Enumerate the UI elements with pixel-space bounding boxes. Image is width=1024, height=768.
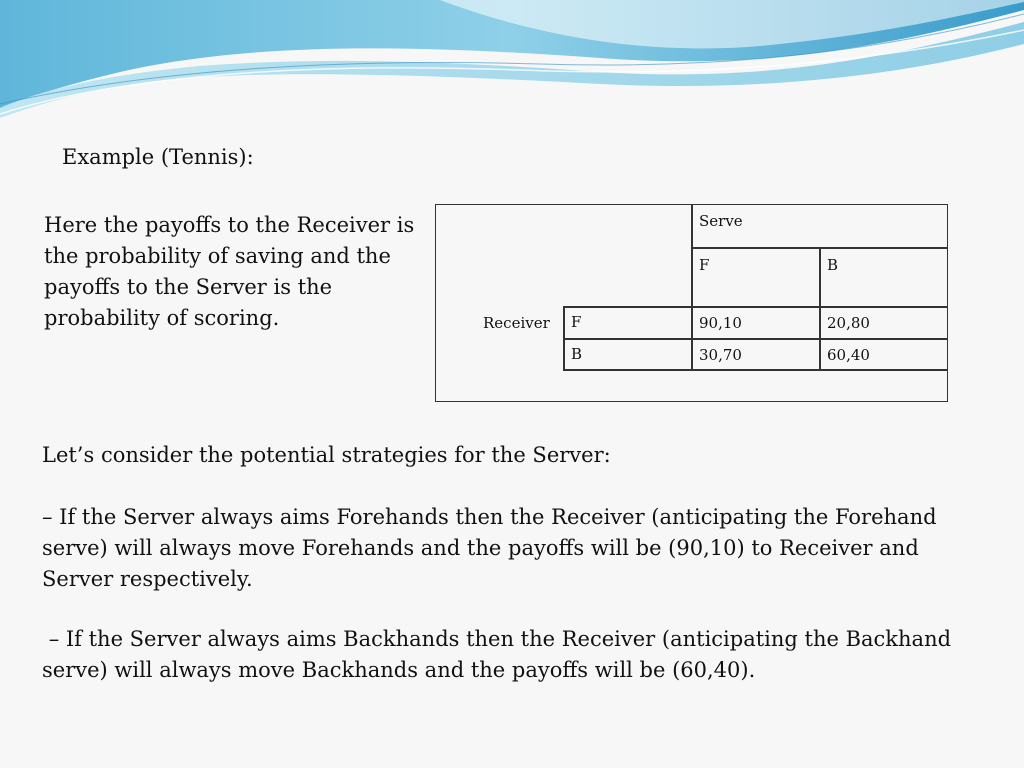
header-wave-decoration [0,0,1024,120]
payoff-bf: 30,70 [699,346,742,364]
column-player-label: Serve [699,212,743,230]
slide-title: Example (Tennis): [62,145,254,169]
payoff-ff: 90,10 [699,314,742,332]
payoff-fb: 20,80 [827,314,870,332]
matrix-rule-left [563,306,565,370]
strategy-bullet-forehand: – If the Server always aims Forehands then the Receiver (anticipating the Forehand serve) will always move Forehands and the payoffs will be (90,10) to Receiver and Server respectively. [42,505,937,591]
matrix-rule-column [819,247,821,370]
matrix-rule-middle [563,338,947,340]
column-strategy-b: B [827,256,839,274]
intro-paragraph: Here the payoffs to the Receiver is the probability of saving and the payoffs to the Server is the probability of scoring. [44,213,415,330]
column-strategy-f: F [699,256,710,274]
payoff-matrix [435,204,948,402]
row-player-label: Receiver [483,314,550,332]
matrix-rule-strategy [691,205,693,370]
strategies-heading: Let’s consider the potential strategies for the Server: [42,443,611,467]
row-strategy-b: B [571,345,583,363]
matrix-rule-bottom [563,369,947,371]
matrix-rule-top [563,306,947,308]
strategy-bullet-backhand: – If the Server always aims Backhands then the Receiver (anticipating the Backhand serve) will always move Backhands and the payoffs will be (60,40). [42,627,958,682]
row-strategy-f: F [571,313,582,331]
payoff-bb: 60,40 [827,346,870,364]
